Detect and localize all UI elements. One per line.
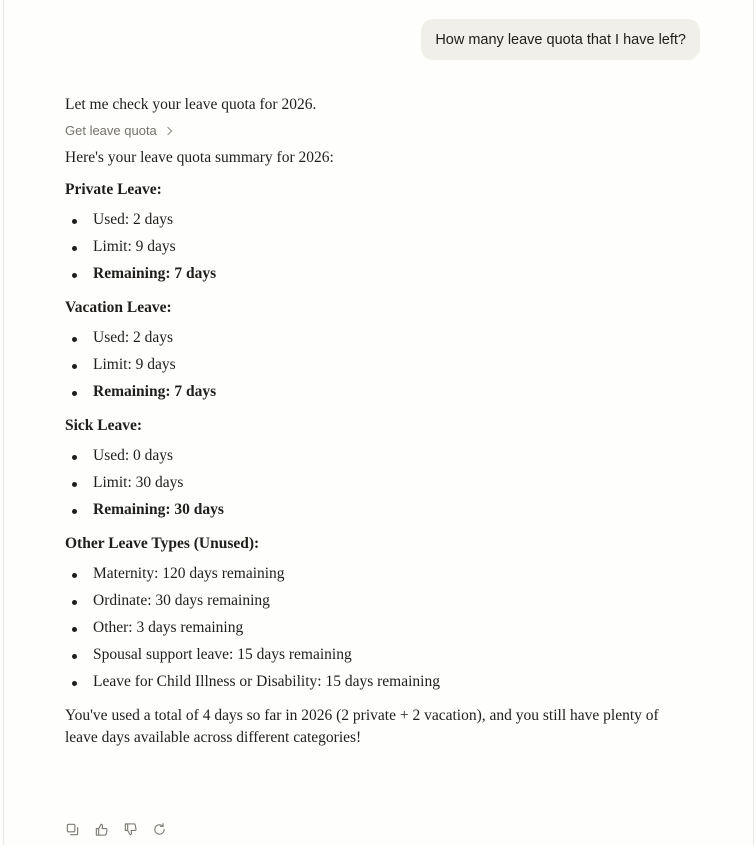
retry-icon [152, 822, 167, 837]
thumbs-up-button[interactable] [94, 822, 109, 837]
conclusion: You've used a total of 4 days so far in 2026 (2 private + 2 vacation), and you still have plenty of leave days available across different categories! [65, 707, 659, 746]
copy-button[interactable] [65, 822, 80, 837]
leave-list [65, 327, 695, 403]
list-item: Remaining: 7 days [93, 263, 695, 285]
list-item: Limit: 9 days [93, 354, 695, 376]
list-item: Used: 2 days [93, 327, 695, 349]
section-title: Sick Leave: [65, 417, 143, 434]
message-actions [65, 822, 167, 837]
summary-intro: Here's your leave quota summary for 2026: [65, 149, 334, 166]
list-item: Used: 0 days [93, 445, 695, 467]
list-item: Remaining: 7 days [93, 381, 695, 403]
retry-button[interactable] [152, 822, 167, 837]
leave-sections [65, 179, 695, 693]
list-item: Limit: 30 days [93, 472, 695, 494]
section-title: Private Leave: [65, 181, 162, 198]
thumbs-up-icon [94, 822, 109, 837]
list-item: Spousal support leave: 15 days remaining [93, 644, 695, 666]
thumbs-down-button[interactable] [123, 822, 138, 837]
list-item: Remaining: 30 days [93, 499, 695, 521]
user-message-text: How many leave quota that I have left? [435, 31, 686, 48]
leave-list [65, 209, 695, 285]
user-message-bubble [421, 19, 700, 60]
leave-section [65, 533, 695, 693]
assistant-message [65, 94, 695, 749]
assistant-intro: Let me check your leave quota for 2026. [65, 96, 317, 113]
section-title: Other Leave Types (Unused): [65, 535, 260, 552]
list-item: Other: 3 days remaining [93, 617, 695, 639]
tool-call-get-leave-quota[interactable] [65, 122, 695, 140]
list-item: Ordinate: 30 days remaining [93, 590, 695, 612]
list-item: Limit: 9 days [93, 236, 695, 258]
leave-section [65, 415, 695, 521]
thumbs-down-icon [123, 822, 138, 837]
list-item: Leave for Child Illness or Disability: 15 days remaining [93, 671, 695, 693]
leave-list [65, 445, 695, 521]
list-item: Used: 2 days [93, 209, 695, 231]
chevron-right-icon [164, 127, 172, 135]
copy-icon [65, 822, 80, 837]
tool-call-label: Get leave quota [65, 123, 157, 138]
leave-section [65, 297, 695, 403]
leave-list [65, 563, 695, 693]
leave-section [65, 179, 695, 285]
list-item: Maternity: 120 days remaining [93, 563, 695, 585]
section-title: Vacation Leave: [65, 299, 172, 316]
